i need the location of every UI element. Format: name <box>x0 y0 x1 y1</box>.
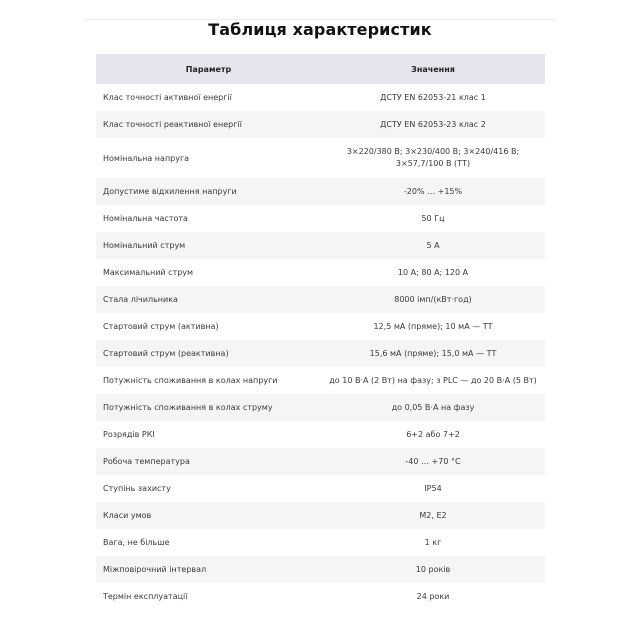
value-cell: 3×220/380 В; 3×230/400 В; 3×240/416 В; 3×57,7/100 В (ТТ) <box>321 138 545 178</box>
table-row <box>96 286 545 313</box>
parameter-cell: Допустиме відхилення напруги <box>96 178 321 205</box>
value-cell: М2, Е2 <box>321 502 545 529</box>
parameter-cell: Розрядів РКІ <box>96 421 321 448</box>
parameter-cell: Класи умов <box>96 502 321 529</box>
value-cell: 5 А <box>321 232 545 259</box>
value-cell: 15,6 мА (пряме); 15,0 мА — ТТ <box>321 340 545 367</box>
value-cell: 50 Гц <box>321 205 545 232</box>
parameter-cell: Номінальна напруга <box>96 138 321 178</box>
specifications-table-container <box>96 54 545 610</box>
column-header-value: Значення <box>321 54 545 84</box>
value-cell: 6+2 або 7+2 <box>321 421 545 448</box>
table-row <box>96 475 545 502</box>
parameter-cell: Ступінь захисту <box>96 475 321 502</box>
table-row <box>96 448 545 475</box>
table-row <box>96 111 545 138</box>
value-cell: 24 роки <box>321 583 545 610</box>
value-cell: 1 кг <box>321 529 545 556</box>
page-title: Таблиця характеристик <box>208 20 432 39</box>
table-row <box>96 178 545 205</box>
table-row <box>96 313 545 340</box>
parameter-cell: Стартовий струм (активна) <box>96 313 321 340</box>
value-cell: до 0,05 В·А на фазу <box>321 394 545 421</box>
table-header <box>96 54 545 84</box>
value-cell: 10 А; 80 А; 120 А <box>321 259 545 286</box>
table-row <box>96 340 545 367</box>
value-cell: 12,5 мА (пряме); 10 мА — ТТ <box>321 313 545 340</box>
table-body <box>96 84 545 610</box>
parameter-cell: Клас точності реактивної енергії <box>96 111 321 138</box>
table-row <box>96 205 545 232</box>
parameter-cell: Потужність споживання в колах струму <box>96 394 321 421</box>
column-header-parameter: Параметр <box>96 54 321 84</box>
table-row <box>96 556 545 583</box>
value-cell: 8000 імп/(кВт·год) <box>321 286 545 313</box>
value-cell: до 10 В·А (2 Вт) на фазу; з PLC — до 20 В·А (5 Вт) <box>321 367 545 394</box>
header-row <box>96 54 545 84</box>
table-row <box>96 394 545 421</box>
table-row <box>96 583 545 610</box>
value-cell: IP54 <box>321 475 545 502</box>
table-row <box>96 259 545 286</box>
value-cell: -40 … +70 °С <box>321 448 545 475</box>
value-cell: -20% … +15% <box>321 178 545 205</box>
table-row <box>96 421 545 448</box>
parameter-cell: Вага, не більше <box>96 529 321 556</box>
parameter-cell: Міжповірочний інтервал <box>96 556 321 583</box>
parameter-cell: Номінальна частота <box>96 205 321 232</box>
parameter-cell: Робоча температура <box>96 448 321 475</box>
parameter-cell: Клас точності активної енергії <box>96 84 321 111</box>
table-row <box>96 367 545 394</box>
table-row <box>96 232 545 259</box>
value-cell: ДСТУ EN 62053-23 клас 2 <box>321 111 545 138</box>
parameter-cell: Номінальний струм <box>96 232 321 259</box>
parameter-cell: Термін експлуатації <box>96 583 321 610</box>
table-row <box>96 138 545 178</box>
specifications-table <box>96 54 545 610</box>
parameter-cell: Стала лічильника <box>96 286 321 313</box>
value-cell: 10 років <box>321 556 545 583</box>
parameter-cell: Потужність споживання в колах напруги <box>96 367 321 394</box>
value-cell: ДСТУ EN 62053-21 клас 1 <box>321 84 545 111</box>
table-row <box>96 84 545 111</box>
parameter-cell: Стартовий струм (реактивна) <box>96 340 321 367</box>
table-row <box>96 529 545 556</box>
table-row <box>96 502 545 529</box>
parameter-cell: Максимальний струм <box>96 259 321 286</box>
